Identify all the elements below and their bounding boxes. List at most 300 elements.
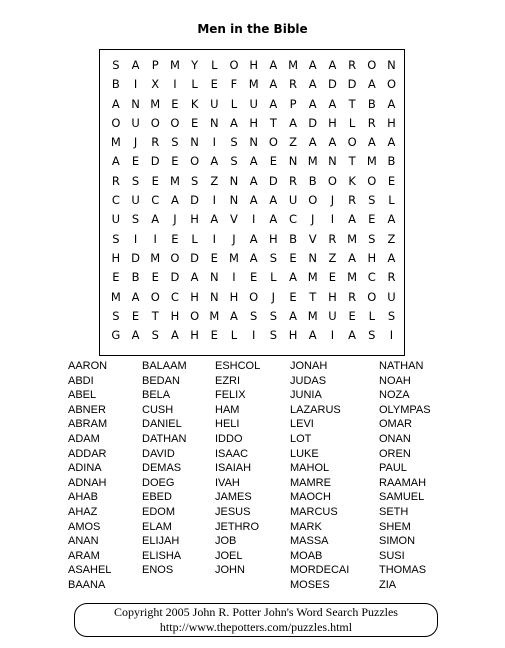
grid-cell[interactable]: E <box>250 270 258 285</box>
grid-cell[interactable]: N <box>308 250 318 265</box>
grid-cell[interactable]: I <box>212 193 216 208</box>
word-list-item: SIMON <box>379 535 416 548</box>
grid-cell[interactable]: J <box>173 212 177 227</box>
grid-cell[interactable]: M <box>169 58 180 72</box>
grid-cell[interactable]: A <box>151 212 160 227</box>
grid-cell[interactable]: H <box>111 250 121 265</box>
grid-cell[interactable]: E <box>131 308 140 323</box>
grid-cell[interactable]: A <box>328 58 337 72</box>
word-list-item: JETHRO <box>215 520 259 533</box>
grid-cell[interactable]: Z <box>289 135 297 150</box>
grid-cell[interactable]: N <box>209 115 219 130</box>
grid-cell[interactable]: U <box>288 193 298 208</box>
word-list-item: DANIEL <box>142 418 182 431</box>
grid-cell[interactable]: Z <box>210 173 219 188</box>
copyright-footer <box>74 603 438 637</box>
grid-cell[interactable]: K <box>190 96 199 111</box>
grid-cell[interactable]: U <box>249 96 258 111</box>
grid-cell[interactable]: A <box>249 250 258 265</box>
grid-cell[interactable]: A <box>190 270 199 285</box>
word-list-item: LUKE <box>290 447 319 460</box>
grid-cell[interactable]: B <box>308 173 317 188</box>
grid-cell[interactable]: S <box>250 308 258 323</box>
grid-cell[interactable]: E <box>289 250 297 265</box>
grid-cell[interactable]: R <box>151 135 160 150</box>
grid-cell[interactable]: P <box>289 96 297 111</box>
grid-cell[interactable]: I <box>389 328 394 343</box>
grid-cell[interactable]: A <box>230 308 238 323</box>
grid-cell[interactable]: L <box>348 115 356 130</box>
grid-cell[interactable]: A <box>210 212 219 227</box>
grid-cell[interactable]: M <box>307 154 318 169</box>
grid-cell[interactable]: S <box>269 308 277 323</box>
word-list-item: DOEG <box>142 476 175 489</box>
grid-cell[interactable]: D <box>190 193 200 208</box>
word-list-item: MAOCH <box>290 491 331 504</box>
grid-cell[interactable]: N <box>249 135 258 150</box>
grid-cell[interactable]: J <box>133 135 138 150</box>
grid-cell[interactable]: J <box>271 289 276 304</box>
grid-cell[interactable]: M <box>307 308 318 323</box>
word-list-item: ADAM <box>68 432 100 445</box>
grid-cell[interactable]: I <box>173 77 177 92</box>
grid-cell[interactable]: N <box>328 154 337 169</box>
grid-cell[interactable]: M <box>110 289 121 304</box>
word-list-item: HAM <box>215 403 240 416</box>
grid-cell[interactable]: S <box>190 173 199 188</box>
word-list-item: ZIA <box>379 578 397 591</box>
grid-cell[interactable]: H <box>249 115 258 130</box>
grid-cell[interactable]: O <box>150 289 160 304</box>
grid-cell[interactable]: M <box>347 270 358 285</box>
grid-cell[interactable]: B <box>387 154 396 169</box>
grid-cell[interactable]: O <box>170 115 180 130</box>
grid-cell[interactable]: S <box>368 328 376 343</box>
word-list-column <box>290 359 380 593</box>
word-list-item: PAUL <box>379 462 407 475</box>
grid-cell[interactable]: N <box>190 135 199 150</box>
grid-cell[interactable]: H <box>328 289 337 304</box>
grid-cell[interactable]: U <box>111 212 121 227</box>
grid-cell[interactable]: M <box>248 77 259 92</box>
grid-cell[interactable]: A <box>348 328 357 343</box>
grid-cell[interactable]: O <box>229 58 239 72</box>
grid-cell[interactable]: H <box>367 250 377 265</box>
grid-cell[interactable]: J <box>330 193 335 208</box>
grid-cell[interactable]: Z <box>387 231 396 246</box>
word-list-item: JESUS <box>215 505 251 518</box>
word-list-item: BALAAM <box>142 360 187 372</box>
grid-cell[interactable]: O <box>327 173 337 188</box>
grid-cell[interactable]: H <box>269 231 278 246</box>
grid-cell[interactable]: E <box>151 173 159 188</box>
grid-cell[interactable]: H <box>288 328 298 343</box>
word-list-item: ARAM <box>68 549 100 562</box>
grid-cell[interactable]: A <box>269 77 278 92</box>
grid-cell[interactable]: A <box>308 135 317 150</box>
grid-cell[interactable]: E <box>210 250 218 265</box>
grid-cell[interactable]: H <box>229 289 239 304</box>
grid-cell[interactable]: H <box>170 308 180 323</box>
grid-cell[interactable]: A <box>289 115 297 130</box>
word-list-item: ABRAM <box>68 418 108 431</box>
grid-cell[interactable]: A <box>367 77 376 92</box>
grid-cell[interactable]: S <box>112 231 120 246</box>
grid-cell[interactable]: I <box>251 328 256 343</box>
word-list-item: ISAIAH <box>215 462 252 475</box>
grid-cell[interactable]: A <box>131 58 140 72</box>
grid-cell[interactable]: A <box>170 328 179 343</box>
grid-cell[interactable]: T <box>348 96 356 111</box>
grid-cell[interactable]: C <box>367 270 376 285</box>
grid-cell[interactable]: S <box>131 173 140 188</box>
grid-cell[interactable]: T <box>348 154 356 169</box>
grid-cell[interactable]: O <box>308 193 318 208</box>
grid-cell[interactable]: O <box>367 289 377 304</box>
grid-cell[interactable]: P <box>151 58 159 72</box>
grid-cell[interactable]: X <box>151 77 160 92</box>
grid-cell[interactable]: N <box>229 173 239 188</box>
grid-cell[interactable]: T <box>269 115 277 130</box>
grid-cell[interactable]: L <box>388 193 395 208</box>
grid-cell[interactable]: O <box>190 154 200 169</box>
word-list-item: JUDAS <box>290 374 327 387</box>
word-list-item: THOMAS <box>379 564 427 577</box>
grid-cell[interactable]: L <box>191 77 198 92</box>
grid-cell[interactable]: A <box>328 96 337 111</box>
grid-cell[interactable]: S <box>151 328 159 343</box>
word-list-item: SHEM <box>379 520 411 533</box>
word-list-item: ADNAH <box>68 476 107 489</box>
grid-cell[interactable]: C <box>289 212 298 227</box>
grid-cell[interactable]: E <box>328 270 337 285</box>
word-list-item: ELISHA <box>142 549 182 562</box>
grid-cell[interactable]: N <box>288 154 298 169</box>
grid-cell[interactable]: I <box>251 212 256 227</box>
grid-cell[interactable]: A <box>269 58 278 72</box>
word-list-item: OREN <box>379 447 411 460</box>
grid-cell[interactable]: O <box>111 115 121 130</box>
grid-cell[interactable]: L <box>270 270 277 285</box>
word-list-item: MARCUS <box>290 505 338 518</box>
word-list-item: EBED <box>142 491 172 504</box>
grid-cell[interactable]: L <box>230 328 238 343</box>
word-list-item: JAMES <box>215 491 252 504</box>
grid-cell[interactable]: E <box>210 77 218 92</box>
word-list-item: MOAB <box>290 549 323 562</box>
grid-cell[interactable]: A <box>308 96 317 111</box>
grid-cell[interactable]: H <box>190 212 199 227</box>
word-list-item: SAMUEL <box>379 491 425 504</box>
grid-cell[interactable]: V <box>308 231 317 246</box>
word-list-item: JOB <box>215 535 237 548</box>
grid-cell[interactable]: M <box>169 173 180 188</box>
grid-cell[interactable]: U <box>131 193 140 208</box>
grid-cell[interactable]: I <box>133 231 138 246</box>
grid-cell[interactable]: O <box>367 173 377 188</box>
grid-cell[interactable]: S <box>269 250 277 265</box>
grid-cell[interactable]: S <box>131 212 140 227</box>
word-list-item: CUSH <box>142 403 174 416</box>
word-list-item: DATHAN <box>142 432 187 445</box>
grid-cell[interactable]: R <box>387 270 396 285</box>
grid-cell[interactable]: A <box>348 212 357 227</box>
grid-cell[interactable]: S <box>112 308 120 323</box>
grid-cell[interactable]: E <box>171 154 179 169</box>
word-list-item: DEMAS <box>142 462 182 475</box>
grid-cell[interactable]: A <box>387 96 396 111</box>
word-list-item: ADINA <box>68 462 102 475</box>
grid-cell[interactable]: E <box>112 270 120 285</box>
grid-cell[interactable]: L <box>191 231 198 246</box>
grid-cell[interactable]: A <box>131 328 140 343</box>
grid-cell[interactable]: R <box>111 173 120 188</box>
puzzle-title: Men in the Bible <box>197 22 308 36</box>
grid-cell[interactable]: A <box>111 154 120 169</box>
grid-cell[interactable]: I <box>330 328 335 343</box>
grid-cell[interactable]: M <box>110 135 121 150</box>
grid-cell[interactable]: E <box>190 115 199 130</box>
grid-cell[interactable]: C <box>111 193 120 208</box>
grid-cell[interactable]: N <box>209 270 219 285</box>
grid-cell[interactable]: A <box>210 154 219 169</box>
grid-cell[interactable]: A <box>289 308 297 323</box>
grid-cell[interactable]: O <box>190 308 200 323</box>
copyright-text: Copyright 2005 John R. Potter John's Word Search Puzzles <box>114 605 398 619</box>
grid-cell[interactable]: S <box>171 135 179 150</box>
grid-cell[interactable]: A <box>249 193 258 208</box>
grid-cell[interactable]: S <box>112 58 120 72</box>
grid-cell[interactable]: M <box>150 96 161 111</box>
word-list-item: LAZARUS <box>290 403 341 416</box>
grid-cell[interactable]: M <box>209 308 220 323</box>
grid-cell[interactable]: A <box>387 212 396 227</box>
grid-cell[interactable]: S <box>230 154 238 169</box>
grid-cell[interactable]: A <box>230 115 238 130</box>
grid-cell[interactable]: D <box>131 250 140 265</box>
word-list-item: ABEL <box>68 389 97 402</box>
grid-cell[interactable]: J <box>232 231 236 246</box>
grid-cell[interactable]: N <box>131 96 140 111</box>
grid-cell[interactable]: B <box>289 231 297 246</box>
grid-cell[interactable]: N <box>387 58 396 72</box>
grid-cell[interactable]: O <box>367 58 377 72</box>
grid-cell[interactable]: R <box>289 77 298 92</box>
word-list-item: MARK <box>290 520 322 533</box>
word-list-item: AMOS <box>68 520 101 533</box>
word-list-item: BELA <box>142 389 171 402</box>
grid-cell[interactable]: H <box>328 115 337 130</box>
grid-cell[interactable]: M <box>288 58 298 72</box>
grid-cell[interactable]: M <box>347 231 358 246</box>
grid-cell[interactable]: D <box>170 270 180 285</box>
grid-cell[interactable]: F <box>230 77 238 92</box>
grid-cell[interactable]: K <box>348 173 356 188</box>
grid-cell[interactable]: E <box>289 289 297 304</box>
grid-cell[interactable]: S <box>230 135 238 150</box>
grid-cell[interactable]: N <box>209 289 219 304</box>
grid-cell[interactable]: D <box>190 250 200 265</box>
word-list-item: BAANA <box>68 578 106 591</box>
grid-cell[interactable]: O <box>150 115 160 130</box>
grid-cell[interactable]: O <box>249 289 259 304</box>
grid-cell[interactable]: H <box>249 58 258 72</box>
grid-cell[interactable]: M <box>229 250 239 265</box>
grid-cell[interactable]: A <box>111 96 120 111</box>
word-list-item: ELIJAH <box>142 535 180 548</box>
grid-cell[interactable]: E <box>171 96 179 111</box>
grid-cell[interactable]: S <box>269 328 277 343</box>
grid-cell[interactable]: I <box>133 77 138 92</box>
grid-cell[interactable]: E <box>269 154 277 169</box>
grid-cell[interactable]: M <box>366 154 377 169</box>
letter-grid <box>106 56 401 345</box>
grid-cell[interactable]: A <box>308 58 317 72</box>
word-list-item: IVAH <box>215 476 240 489</box>
grid-cell[interactable]: A <box>249 154 258 169</box>
word-list-item: SETH <box>379 505 409 518</box>
website-url: http://www.thepotters.com/puzzles.html <box>159 620 353 634</box>
grid-cell[interactable]: A <box>328 135 337 150</box>
grid-cell[interactable]: M <box>307 270 318 285</box>
grid-cell[interactable]: E <box>348 308 356 323</box>
grid-cell[interactable]: H <box>387 115 396 130</box>
grid-cell[interactable]: R <box>348 58 357 72</box>
grid-cell[interactable]: S <box>387 308 396 323</box>
grid-cell[interactable]: U <box>131 115 140 130</box>
grid-cell[interactable]: I <box>330 212 335 227</box>
grid-cell[interactable]: A <box>367 135 376 150</box>
grid-cell[interactable]: S <box>368 193 376 208</box>
grid-cell[interactable]: B <box>131 270 140 285</box>
grid-cell[interactable]: R <box>367 115 376 130</box>
word-list-item: ADDAR <box>68 447 107 460</box>
word-list-item: ONAN <box>379 432 411 445</box>
word-list-item: ESHCOL <box>215 360 261 372</box>
word-list-item: LEVI <box>290 418 314 431</box>
word-list-item: OMAR <box>379 418 412 431</box>
grid-cell[interactable]: R <box>348 193 357 208</box>
word-list-item: BEDAN <box>142 374 180 387</box>
grid-cell[interactable]: E <box>151 270 159 285</box>
word-list-item: JUNIA <box>290 389 322 402</box>
grid-cell[interactable]: C <box>151 193 160 208</box>
grid-cell[interactable]: M <box>150 250 161 265</box>
grid-cell[interactable]: I <box>212 231 216 246</box>
grid-cell[interactable]: O <box>347 135 357 150</box>
grid-cell[interactable]: H <box>190 289 199 304</box>
grid-cell[interactable]: E <box>131 154 140 169</box>
word-list-column <box>379 359 469 593</box>
grid-cell[interactable]: Z <box>328 250 337 265</box>
grid-cell[interactable]: A <box>170 193 179 208</box>
grid-cell[interactable]: R <box>289 173 298 188</box>
word-list-item: MAMRE <box>290 476 331 489</box>
grid-cell[interactable]: G <box>111 328 121 343</box>
grid-cell[interactable]: L <box>230 96 238 111</box>
grid-cell[interactable]: H <box>190 328 199 343</box>
grid-cell[interactable]: U <box>387 289 396 304</box>
grid-cell[interactable]: U <box>328 308 337 323</box>
grid-cell[interactable]: T <box>309 289 317 304</box>
grid-cell[interactable]: O <box>268 135 278 150</box>
grid-cell[interactable]: Y <box>191 58 199 72</box>
word-list-item: ELAM <box>142 520 172 533</box>
word-list-item: NOAH <box>379 374 411 387</box>
grid-cell[interactable]: A <box>387 135 396 150</box>
word-list-item: ABNER <box>68 403 106 416</box>
word-list-item: EDOM <box>142 505 175 518</box>
word-list-item: AHAZ <box>68 505 98 518</box>
grid-cell[interactable]: A <box>269 96 278 111</box>
grid-cell[interactable]: I <box>212 135 216 150</box>
grid-cell[interactable]: O <box>170 250 180 265</box>
grid-cell[interactable]: D <box>347 77 357 92</box>
grid-cell[interactable]: A <box>308 77 317 92</box>
grid-cell[interactable]: D <box>308 115 318 130</box>
word-list-item: ISAAC <box>215 447 249 460</box>
grid-cell[interactable]: R <box>348 289 357 304</box>
grid-cell[interactable]: A <box>387 250 396 265</box>
grid-cell[interactable]: A <box>348 250 357 265</box>
grid-cell[interactable]: D <box>268 173 278 188</box>
grid-cell[interactable]: D <box>327 77 337 92</box>
grid-cell[interactable]: B <box>111 77 120 92</box>
word-list-item: JONAH <box>290 360 328 372</box>
grid-cell[interactable]: E <box>210 328 218 343</box>
grid-cell[interactable]: A <box>269 193 278 208</box>
grid-cell[interactable]: E <box>368 212 376 227</box>
grid-cell[interactable]: U <box>210 96 219 111</box>
word-list-item: LOT <box>290 432 312 445</box>
grid-cell[interactable]: A <box>289 270 297 285</box>
grid-cell[interactable]: B <box>367 96 376 111</box>
word-list-item: NATHAN <box>379 360 424 372</box>
grid-cell[interactable]: A <box>249 231 258 246</box>
grid-cell[interactable]: N <box>229 193 239 208</box>
word-list-item: ENOS <box>142 564 174 577</box>
grid-cell[interactable]: I <box>232 270 236 285</box>
grid-cell[interactable]: I <box>153 231 157 246</box>
grid-cell[interactable]: J <box>311 212 315 227</box>
grid-cell[interactable]: S <box>368 231 376 246</box>
grid-cell[interactable]: O <box>386 77 396 92</box>
grid-cell[interactable]: L <box>211 58 218 72</box>
grid-cell[interactable]: L <box>368 308 375 323</box>
word-list-item: JOEL <box>215 549 243 562</box>
grid-cell[interactable]: A <box>269 212 278 227</box>
word-list-item: MOSES <box>290 578 330 591</box>
grid-cell[interactable]: T <box>151 308 159 323</box>
grid-cell[interactable]: A <box>131 289 140 304</box>
word-list-item: NOZA <box>379 389 410 402</box>
grid-cell[interactable]: R <box>328 231 337 246</box>
word-list-item: RAAMAH <box>379 476 427 489</box>
word-list-item: MORDECAI <box>290 564 350 577</box>
grid-cell[interactable]: A <box>249 173 258 188</box>
grid-cell[interactable]: E <box>387 173 396 188</box>
grid-cell[interactable]: E <box>171 231 179 246</box>
grid-cell[interactable]: V <box>230 212 238 227</box>
word-list-item: AARON <box>68 360 108 372</box>
word-list-item: IDDO <box>215 432 243 445</box>
word-list-item: DAVID <box>142 447 175 460</box>
grid-cell[interactable]: C <box>170 289 179 304</box>
word-list-item: HELI <box>215 418 240 431</box>
grid-cell[interactable]: A <box>308 328 317 343</box>
word-list-item: MAHOL <box>290 462 330 475</box>
grid-cell[interactable]: D <box>150 154 160 169</box>
